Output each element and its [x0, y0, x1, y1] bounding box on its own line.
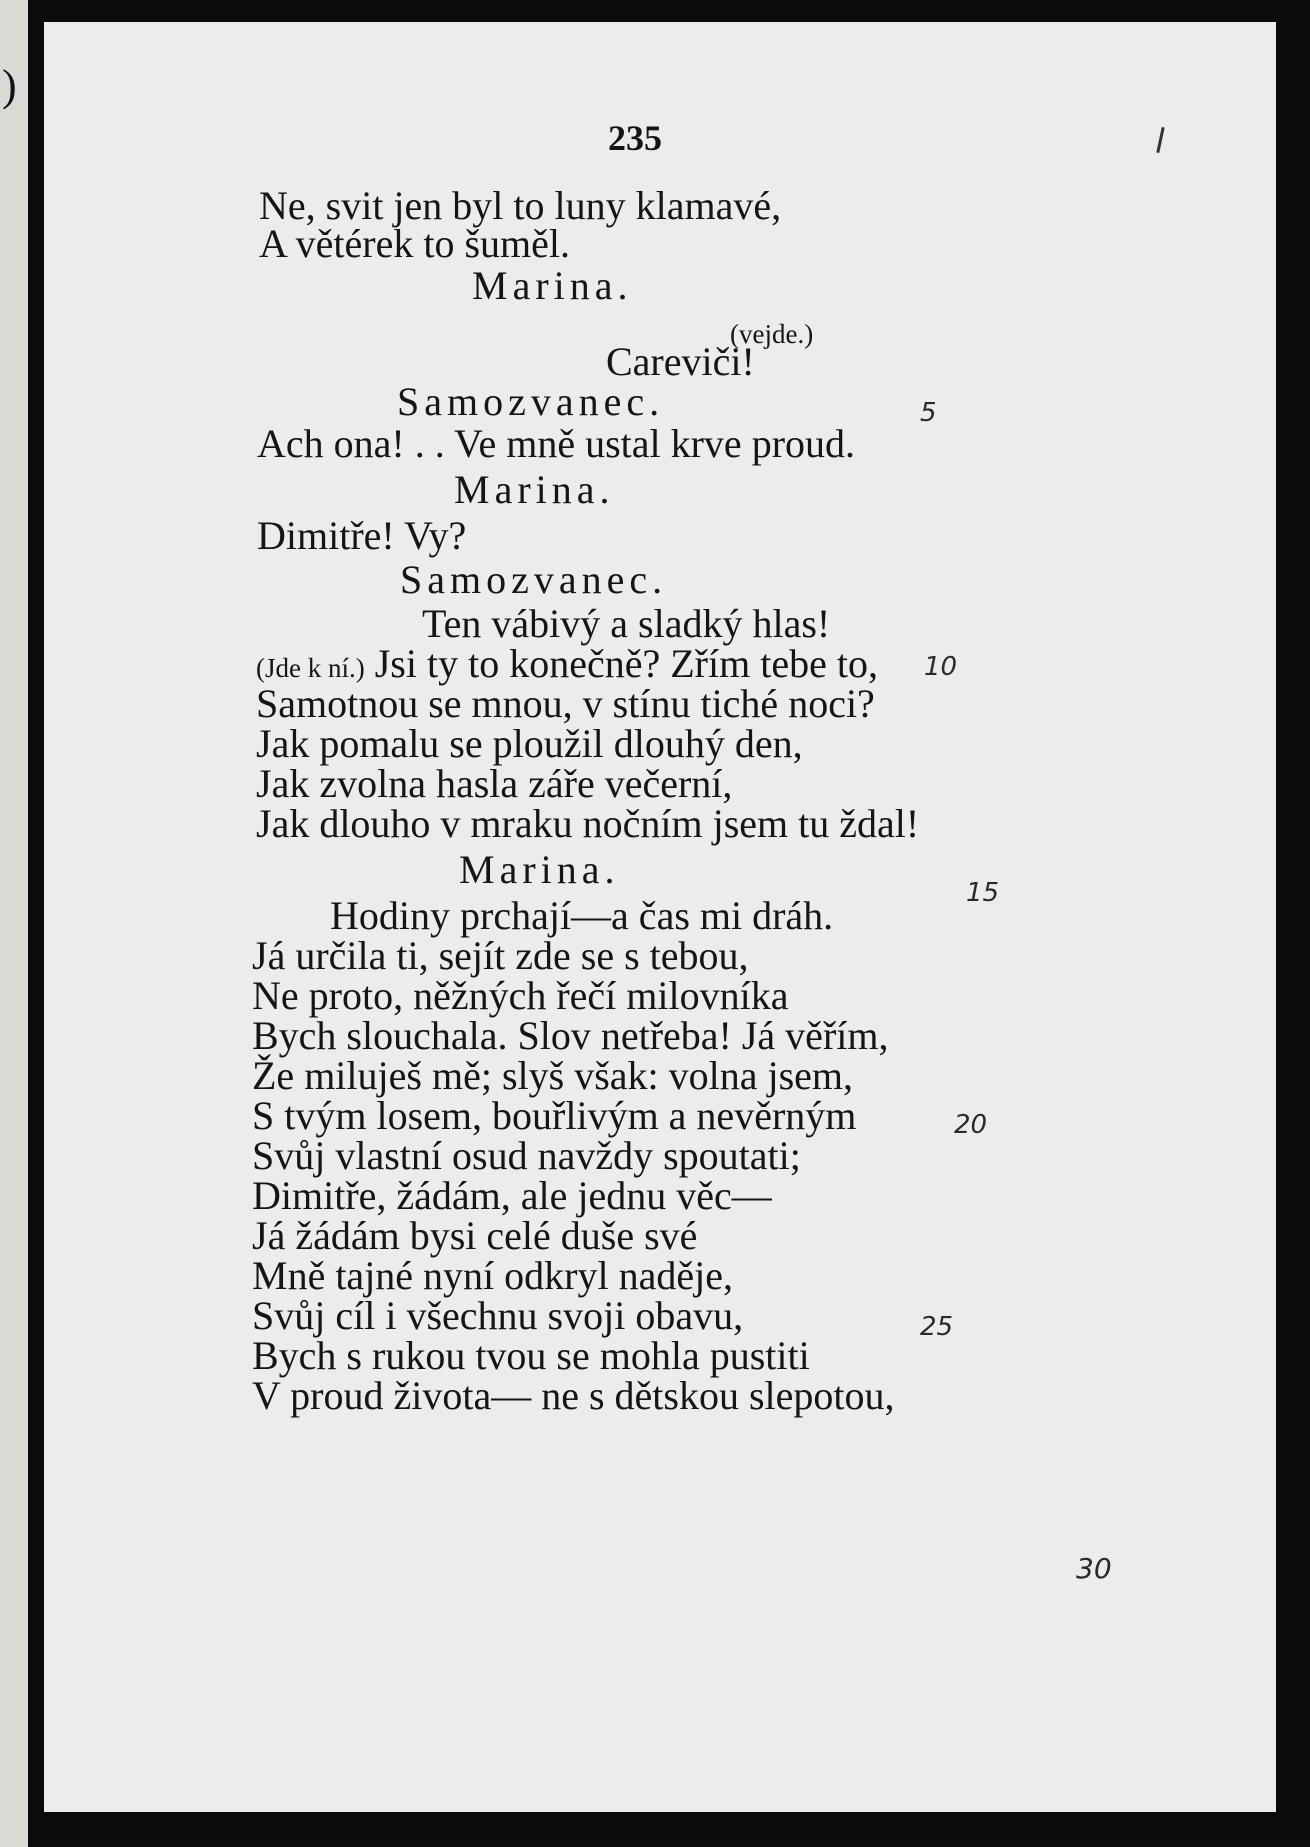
stage-direction: (vejde.): [730, 319, 814, 349]
verse-line: Bych slouchala. Slov netřeba! Já věřím,: [252, 1013, 889, 1058]
verse-line: Svůj cíl i všechnu svoji obavu,: [252, 1293, 744, 1338]
verse-line: Já žádám bysi celé duše své: [252, 1213, 698, 1258]
pencil-tick-mark: [1156, 127, 1164, 153]
verse-line: Že miluješ mě; slyš však: volna jsem,: [252, 1053, 854, 1098]
speaker-heading: Samozvanec.: [397, 379, 665, 424]
speaker-heading: Marina.: [454, 467, 615, 512]
margin-line-count-note: 20: [954, 1110, 988, 1140]
margin-line-count-note: 10: [924, 652, 958, 682]
verse-line: Ne, svit jen byl to luny klamavé,: [259, 183, 782, 228]
verse-line: Careviči!: [606, 339, 755, 384]
verse-line: Dimitře! Vy?: [257, 513, 467, 558]
verse-line: V proud života— ne s dětskou slepotou,: [252, 1373, 895, 1418]
speaker-heading: Marina.: [459, 847, 620, 892]
verse-line: S tvým losem, bouřlivým a nevěrným: [252, 1093, 857, 1138]
page-number: 235: [608, 118, 662, 158]
verse-text: Jsi ty to konečně? Zřím tebe to,: [374, 641, 878, 686]
verse-line: Já určila ti, sejít zde se s tebou,: [252, 933, 749, 978]
verse-line: Ach ona! . . Ve mně ustal krve proud.: [257, 421, 856, 466]
margin-line-count-note: 15: [966, 878, 1000, 908]
verse-line: Bych s rukou tvou se mohla pustiti: [252, 1333, 810, 1378]
verse-line: Samotnou se mnou, v stínu tiché noci?: [256, 681, 875, 726]
verse-line: Dimitře, žádám, ale jednu věc—: [252, 1173, 772, 1218]
speaker-heading: Samozvanec.: [400, 557, 668, 602]
verse-line: Ne proto, něžných řečí milovníka: [252, 973, 789, 1018]
stage-direction: (Jde k ní.): [256, 653, 365, 683]
margin-line-count-note: 5: [920, 398, 937, 428]
margin-line-count-note: 30: [1076, 1552, 1112, 1585]
verse-line: Hodiny prchají—a čas mi dráh.: [330, 893, 834, 938]
verse-line: A větérek to šuměl.: [259, 221, 571, 266]
verse-line: Jak pomalu se ploužil dlouhý den,: [256, 721, 803, 766]
speaker-heading: Marina.: [472, 263, 633, 308]
margin-line-count-note: 25: [920, 1312, 954, 1342]
verse-line: Mně tajné nyní odkryl naděje,: [252, 1253, 733, 1298]
verse-line: Jak zvolna hasla záře večerní,: [256, 761, 733, 806]
adjacent-page-mark: ): [2, 61, 17, 110]
verse-line: Ten vábivý a sladký hlas!: [422, 601, 831, 646]
verse-line: Jak dlouho v mraku nočním jsem tu ždal!: [256, 801, 920, 846]
verse-line: Svůj vlastní osud navždy spoutati;: [252, 1133, 801, 1178]
book-page: [44, 22, 1276, 1812]
adjacent-page-edge: [0, 0, 28, 1847]
